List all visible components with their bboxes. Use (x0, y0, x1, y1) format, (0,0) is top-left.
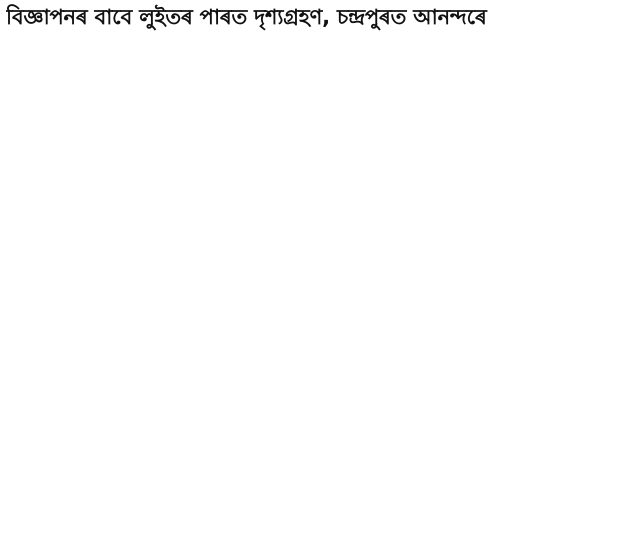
article-body-line (6, 237, 613, 254)
article-headline: বিজ্ঞাপনৰ বাবে লুইতৰ পাৰত দৃশ্যগ্ৰহণ, চন্দ্ৰপুৰত আনন্দৰে (6, 5, 487, 29)
article-body-line (6, 220, 613, 237)
article-body-line (6, 507, 613, 524)
article-body-line (6, 541, 613, 558)
article-body-line (6, 389, 613, 406)
article-body-line (6, 406, 613, 423)
article-body-line (6, 68, 613, 85)
article-body-line (6, 439, 613, 456)
article-body-line (6, 135, 613, 152)
article-body-line (6, 254, 613, 271)
article-body-line (6, 51, 613, 68)
article-body-line (6, 456, 613, 473)
article-body-line (6, 355, 613, 372)
article-body (6, 34, 613, 558)
article-body-line (6, 524, 613, 541)
article-body-line (6, 490, 613, 507)
article-body-line (6, 85, 613, 102)
article-body-line (6, 102, 613, 119)
article-body-line (6, 473, 613, 490)
article-body-line (6, 34, 613, 51)
article-body-line (6, 169, 613, 186)
article-body-line (6, 152, 613, 169)
article-body-line (6, 186, 613, 203)
article-body-line (6, 287, 613, 304)
article-body-line (6, 304, 613, 321)
article-body-line (6, 422, 613, 439)
article-body-line (6, 203, 613, 220)
article-body-line (6, 338, 613, 355)
article-body-line (6, 372, 613, 389)
article-body-line (6, 118, 613, 135)
article-body-line (6, 321, 613, 338)
article-body-line (6, 270, 613, 287)
